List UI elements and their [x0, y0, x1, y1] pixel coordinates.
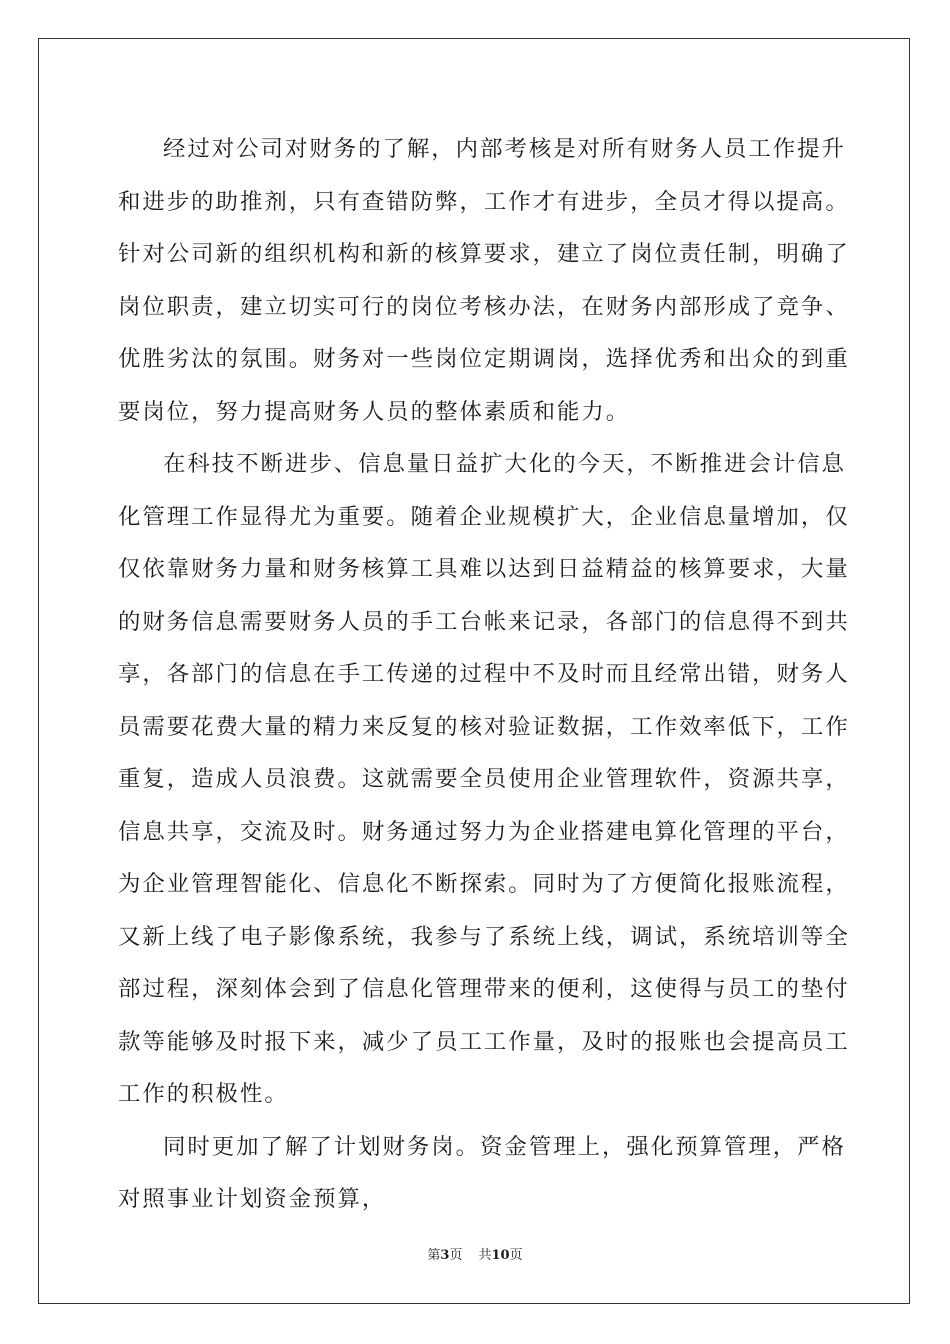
- text-line: 员需要花费大量的精力来反复的核对验证数据，工作效率低下，工作: [118, 714, 850, 740]
- text-line: 重复，造成人员浪费。这就需要全员使用企业管理软件，资源共享，: [118, 766, 850, 792]
- text-line: 为企业管理智能化、信息化不断探索。同时为了方便简化报账流程，: [118, 871, 850, 897]
- page-total: 共10页: [478, 1248, 523, 1263]
- text-line: 在科技不断进步、信息量日益扩大化的今天，不断推进会计信息: [163, 451, 846, 477]
- text-line: 要岗位，努力提高财务人员的整体素质和能力。: [118, 399, 631, 425]
- text-line: 又新上线了电子影像系统，我参与了系统上线，调试，系统培训等全: [118, 924, 850, 950]
- text-line: 享，各部门的信息在手工传递的过程中不及时而且经常出错，财务人: [118, 661, 850, 687]
- text-line: 和进步的助推剂，只有查错防弊，工作才有进步，全员才得以提高。: [118, 189, 850, 215]
- page-footer: [0, 1246, 950, 1266]
- text-line: 优胜劣汰的氛围。财务对一些岗位定期调岗，选择优秀和出众的到重: [118, 346, 850, 372]
- text-line: 仅依靠财务力量和财务核算工具难以达到日益精益的核算要求，大量: [118, 556, 850, 582]
- text-line: 对照事业计划资金预算，: [118, 1186, 387, 1212]
- text-line: 款等能够及时报下来，减少了员工工作量，及时的报账也会提高员工: [118, 1029, 850, 1055]
- text-line: 工作的积极性。: [118, 1081, 289, 1107]
- text-line: 部过程，深刻体会到了信息化管理带来的便利，这使得与员工的垫付: [118, 976, 850, 1002]
- text-line: 经过对公司对财务的了解，内部考核是对所有财务人员工作提升: [163, 136, 846, 162]
- text-line: 化管理工作显得尤为重要。随着企业规模扩大，企业信息量增加，仅: [118, 504, 850, 530]
- text-line: 针对公司新的组织机构和新的核算要求，建立了岗位责任制，明确了: [118, 241, 850, 267]
- text-line: 同时更加了解了计划财务岗。资金管理上，强化预算管理，严格: [163, 1134, 846, 1160]
- text-line: 的财务信息需要财务人员的手工台帐来记录，各部门的信息得不到共: [118, 609, 850, 635]
- page-number: 第3页: [427, 1248, 463, 1263]
- text-line: 信息共享，交流及时。财务通过努力为企业搭建电算化管理的平台，: [118, 819, 850, 845]
- text-line: 岗位职责，建立切实可行的岗位考核办法，在财务内部形成了竞争、: [118, 294, 850, 320]
